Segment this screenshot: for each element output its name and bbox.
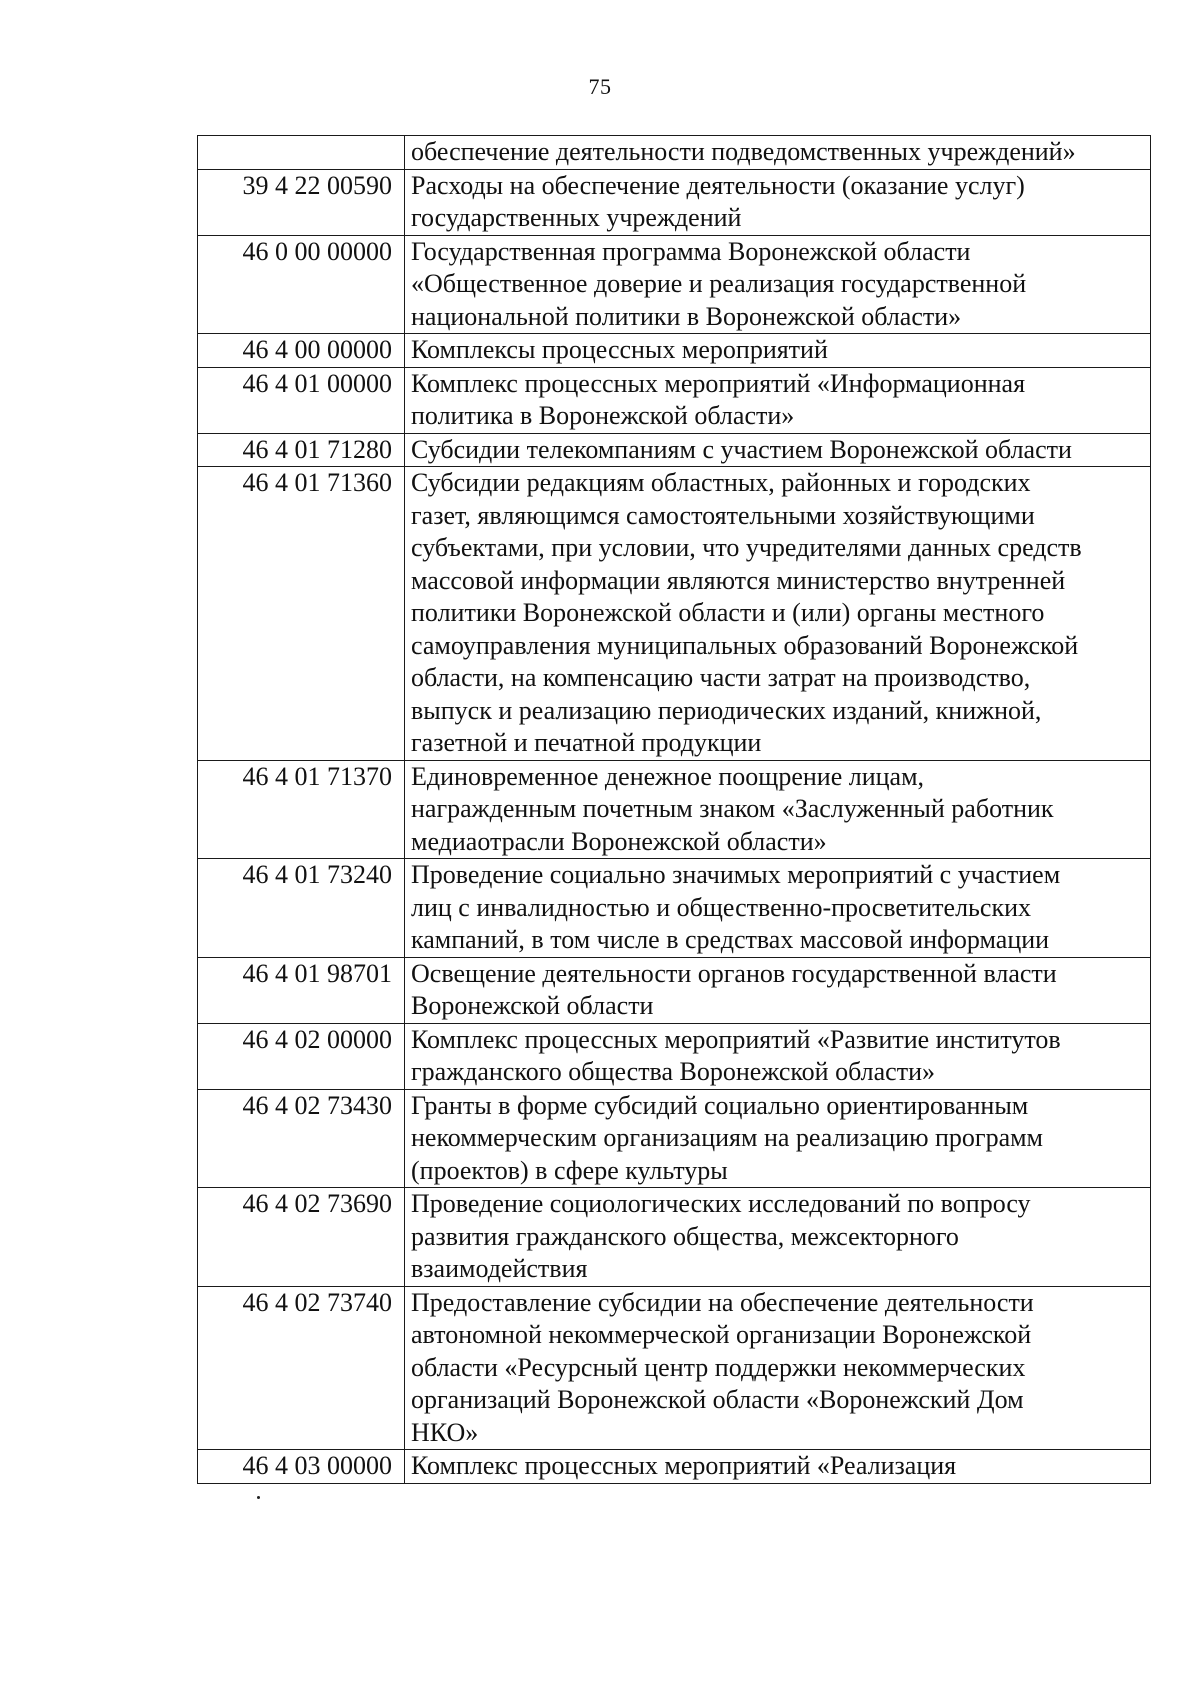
description-line: некоммерческим организациям на реализацию программ (411, 1123, 1044, 1152)
description-line: политика в Воронежской области» (411, 401, 795, 430)
row-description (405, 169, 1151, 235)
description-line: Воронежской области (411, 991, 654, 1020)
row-description (405, 467, 1151, 761)
row-code: 46 0 00 00000 (198, 235, 405, 334)
table-row (198, 1286, 1151, 1450)
description-line: области «Ресурсный центр поддержки некоммерческих (411, 1352, 1026, 1382)
description-line: Гранты в форме субсидий социально ориентированным (411, 1090, 1029, 1120)
description-line: гражданского общества Воронежской области» (411, 1057, 935, 1086)
description-line: лиц с инвалидностью и общественно-просветительских (411, 892, 1032, 922)
row-description (405, 760, 1151, 859)
description-line: области, на компенсацию части затрат на производство, (411, 663, 1031, 692)
description-line: Расходы на обеспечение деятельности (оказание услуг) (411, 170, 1025, 200)
table-row (198, 957, 1151, 1023)
table-row (198, 1450, 1151, 1484)
row-code: 46 4 01 00000 (198, 367, 405, 433)
row-code: 46 4 01 71280 (198, 433, 405, 467)
row-code: 46 4 03 00000 (198, 1450, 405, 1484)
description-line: самоуправления муниципальных образований Воронежской (411, 630, 1079, 660)
table-body (198, 136, 1151, 1484)
description-line: развития гражданского общества, межсекторного (411, 1221, 959, 1251)
row-code: 46 4 02 73740 (198, 1286, 405, 1450)
description-line: Субсидии телекомпаниям с участием Воронежской области (411, 434, 1072, 464)
row-description (405, 334, 1151, 368)
description-line: выпуск и реализацию периодических изданий, книжной, (411, 695, 1042, 725)
description-line: Проведение социологических исследований по вопросу (411, 1189, 1031, 1218)
description-line: Освещение деятельности органов государственной власти (411, 958, 1057, 988)
table-row (198, 1188, 1151, 1287)
row-description (405, 1089, 1151, 1188)
budget-code-table (197, 135, 1151, 1484)
description-line: газет, являющимся самостоятельными хозяйствующими (411, 500, 1035, 530)
row-code: 46 4 01 71360 (198, 467, 405, 761)
description-line: Проведение социально значимых мероприятий с участием (411, 860, 1061, 889)
description-line: национальной политики в Воронежской области» (411, 301, 962, 331)
row-code: 46 4 00 00000 (198, 334, 405, 368)
description-line: Предоставление субсидии на обеспечение деятельности (411, 1287, 1034, 1317)
table-row (198, 136, 1151, 170)
row-description (405, 1188, 1151, 1287)
description-line: НКО» (411, 1417, 479, 1447)
row-code: 39 4 22 00590 (198, 169, 405, 235)
table-row (198, 433, 1151, 467)
description-line: Комплекс процессных мероприятий «Реализация (411, 1451, 957, 1480)
table-row (198, 1023, 1151, 1089)
description-line: взаимодействия (411, 1254, 588, 1283)
table-row (198, 1089, 1151, 1188)
description-line: Единовременное денежное поощрение лицам, (411, 761, 925, 791)
description-line: Комплексы процессных мероприятий (411, 335, 828, 364)
description-line: массовой информации являются министерство внутренней (411, 565, 1066, 595)
table-row (198, 367, 1151, 433)
row-description (405, 1023, 1151, 1089)
table-row (198, 760, 1151, 859)
description-line: субъектами, при условии, что учредителями данных средств (411, 533, 1082, 562)
row-description (405, 859, 1151, 958)
description-line: медиаотрасли Воронежской области» (411, 826, 827, 856)
row-code (198, 136, 405, 170)
description-line: Комплекс процессных мероприятий «Развитие институтов (411, 1024, 1061, 1054)
description-line: Комплекс процессных мероприятий «Информационная (411, 368, 1026, 398)
description-line: «Общественное доверие и реализация государственной (411, 269, 1027, 298)
table-row (198, 334, 1151, 368)
row-code: 46 4 01 71370 (198, 760, 405, 859)
row-code: 46 4 02 00000 (198, 1023, 405, 1089)
row-code: 46 4 01 73240 (198, 859, 405, 958)
description-line: кампаний, в том числе в средствах массовой информации (411, 925, 1050, 954)
description-line: политики Воронежской области и (или) органы местного (411, 598, 1045, 627)
description-line: Государственная программа Воронежской области (411, 236, 971, 266)
table-row (198, 859, 1151, 958)
description-line: обеспечение деятельности подведомственных учреждений» (411, 137, 1076, 166)
description-line: Субсидии редакциям областных, районных и городских (411, 468, 1031, 497)
table-row (198, 467, 1151, 761)
scan-speck (257, 1496, 260, 1499)
row-description (405, 433, 1151, 467)
description-line: награжденным почетным знаком «Заслуженный работник (411, 794, 1054, 823)
description-line: газетной и печатной продукции (411, 728, 762, 757)
row-description (405, 957, 1151, 1023)
description-line: организаций Воронежской области «Воронежский Дом (411, 1385, 1024, 1414)
row-code: 46 4 02 73430 (198, 1089, 405, 1188)
description-line: (проектов) в сфере культуры (411, 1155, 728, 1185)
page-number: 75 (588, 74, 612, 99)
row-description (405, 235, 1151, 334)
description-line: автономной некоммерческой организации Воронежской (411, 1320, 1032, 1349)
table-row (198, 169, 1151, 235)
row-description (405, 367, 1151, 433)
row-description (405, 1450, 1151, 1484)
table-row (198, 235, 1151, 334)
row-description (405, 136, 1151, 170)
row-code: 46 4 01 98701 (198, 957, 405, 1023)
row-code: 46 4 02 73690 (198, 1188, 405, 1287)
description-line: государственных учреждений (411, 203, 742, 232)
row-description (405, 1286, 1151, 1450)
